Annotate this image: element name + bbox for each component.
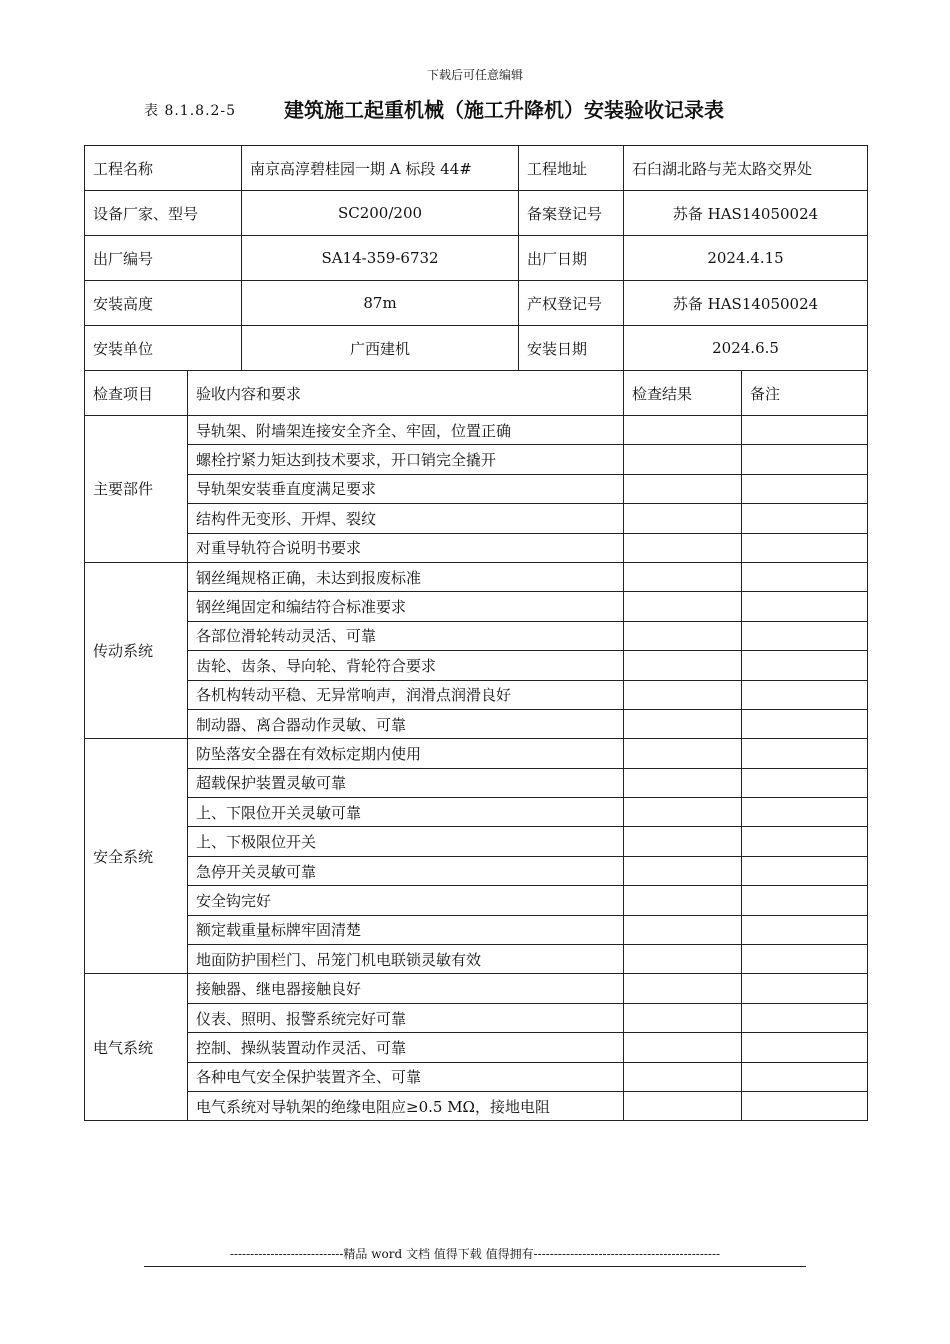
inspection-row — [85, 533, 868, 562]
inspection-result-cell[interactable] — [624, 621, 742, 650]
inspection-row — [85, 768, 868, 797]
form-code: 表 8.1.8.2-5 — [144, 103, 237, 119]
project-address-value: 石臼湖北路与芜太路交界处 — [624, 146, 868, 191]
inspection-row — [85, 1033, 868, 1062]
inspection-requirement: 结构件无变形、开焊、裂纹 — [188, 504, 624, 533]
factory-no-value: SA14-359-6732 — [242, 236, 519, 281]
remark-cell[interactable] — [742, 739, 868, 768]
remark-cell[interactable] — [742, 974, 868, 1003]
inspection-requirement: 各机构转动平稳、无异常响声，润滑点润滑良好 — [188, 680, 624, 709]
remark-cell[interactable] — [742, 1033, 868, 1062]
info-row-factory — [85, 236, 868, 281]
info-row-height — [85, 281, 868, 326]
install-date-value: 2024.6.5 — [624, 326, 868, 371]
remark-cell[interactable] — [742, 886, 868, 915]
inspection-result-cell[interactable] — [624, 1033, 742, 1062]
inspection-requirement: 防坠落安全器在有效标定期内使用 — [188, 739, 624, 768]
manufacturer-label: 设备厂家、型号 — [85, 191, 242, 236]
inspection-row — [85, 1003, 868, 1032]
inspection-requirement: 钢丝绳规格正确，未达到报废标准 — [188, 562, 624, 591]
remark-cell[interactable] — [742, 798, 868, 827]
inspection-requirement: 仪表、照明、报警系统完好可靠 — [188, 1003, 624, 1032]
remark-cell[interactable] — [742, 504, 868, 533]
inspection-requirement: 螺栓拧紧力矩达到技术要求，开口销完全撬开 — [188, 445, 624, 474]
remark-cell[interactable] — [742, 1062, 868, 1091]
inspection-result-cell[interactable] — [624, 592, 742, 621]
remark-cell[interactable] — [742, 915, 868, 944]
form-title: 建筑施工起重机械（施工升降机）安装验收记录表 — [284, 98, 724, 122]
footer-text: ----------------------------精品 word 文档 值得下载 值得拥有---------------------------------------------- — [144, 1245, 806, 1267]
inspection-requirement: 对重导轨符合说明书要求 — [188, 533, 624, 562]
inspection-requirement: 地面防护围栏门、吊笼门机电联锁灵敏有效 — [188, 945, 624, 974]
inspection-row — [85, 739, 868, 768]
project-name-value: 南京高淳碧桂园一期 A 标段 44# — [242, 146, 519, 191]
info-row-project — [85, 146, 868, 191]
inspection-table — [84, 145, 868, 1121]
inspection-result-cell[interactable] — [624, 504, 742, 533]
remark-cell[interactable] — [742, 709, 868, 738]
inspection-result-cell[interactable] — [624, 416, 742, 445]
inspection-row — [85, 886, 868, 915]
inspection-result-cell[interactable] — [624, 798, 742, 827]
remark-cell[interactable] — [742, 445, 868, 474]
info-row-install — [85, 326, 868, 371]
inspection-result-cell[interactable] — [624, 562, 742, 591]
inspection-requirement: 导轨架安装垂直度满足要求 — [188, 474, 624, 503]
install-date-label: 安装日期 — [519, 326, 624, 371]
section-name: 电气系统 — [85, 974, 188, 1121]
inspection-requirement: 制动器、离合器动作灵敏、可靠 — [188, 709, 624, 738]
inspection-row — [85, 416, 868, 445]
inspection-result-cell[interactable] — [624, 533, 742, 562]
install-unit-value: 广西建机 — [242, 326, 519, 371]
inspection-result-cell[interactable] — [624, 1062, 742, 1091]
inspection-requirement: 电气系统对导轨架的绝缘电阻应≥0.5 MΩ，接地电阻 — [188, 1091, 624, 1120]
inspection-result-cell[interactable] — [624, 974, 742, 1003]
inspection-requirement: 上、下限位开关灵敏可靠 — [188, 798, 624, 827]
model-value: SC200/200 — [242, 191, 519, 236]
property-no-label: 产权登记号 — [519, 281, 624, 326]
inspection-result-cell[interactable] — [624, 1003, 742, 1032]
remark-cell[interactable] — [742, 827, 868, 856]
inspection-result-cell[interactable] — [624, 474, 742, 503]
column-header-row — [85, 371, 868, 416]
inspection-requirement: 钢丝绳固定和编结符合标准要求 — [188, 592, 624, 621]
inspection-requirement: 齿轮、齿条、导向轮、背轮符合要求 — [188, 651, 624, 680]
inspection-result-cell[interactable] — [624, 709, 742, 738]
inspection-row — [85, 592, 868, 621]
inspection-result-cell[interactable] — [624, 1091, 742, 1120]
project-address-label: 工程地址 — [519, 146, 624, 191]
remark-cell[interactable] — [742, 945, 868, 974]
column-header-remark: 备注 — [742, 371, 868, 416]
inspection-row — [85, 651, 868, 680]
inspection-requirement: 接触器、继电器接触良好 — [188, 974, 624, 1003]
remark-cell[interactable] — [742, 533, 868, 562]
filing-no-value: 苏备 HAS14050024 — [624, 191, 868, 236]
section-name: 传动系统 — [85, 562, 188, 738]
project-name-label: 工程名称 — [85, 146, 242, 191]
inspection-row — [85, 974, 868, 1003]
inspection-requirement: 急停开关灵敏可靠 — [188, 856, 624, 885]
remark-cell[interactable] — [742, 1091, 868, 1120]
inspection-row — [85, 504, 868, 533]
inspection-result-cell[interactable] — [624, 945, 742, 974]
inspection-row — [85, 445, 868, 474]
inspection-row — [85, 915, 868, 944]
inspection-requirement: 各部位滑轮转动灵活、可靠 — [188, 621, 624, 650]
remark-cell[interactable] — [742, 562, 868, 591]
remark-cell[interactable] — [742, 768, 868, 797]
factory-no-label: 出厂编号 — [85, 236, 242, 281]
inspection-row — [85, 1091, 868, 1120]
inspection-row — [85, 709, 868, 738]
property-no-value: 苏备 HAS14050024 — [624, 281, 868, 326]
factory-date-label: 出厂日期 — [519, 236, 624, 281]
remark-cell[interactable] — [742, 1003, 868, 1032]
inspection-row — [85, 945, 868, 974]
inspection-result-cell[interactable] — [624, 886, 742, 915]
inspection-requirement: 额定载重量标牌牢固清楚 — [188, 915, 624, 944]
inspection-result-cell[interactable] — [624, 445, 742, 474]
inspection-result-cell[interactable] — [624, 768, 742, 797]
inspection-requirement: 控制、操纵装置动作灵活、可靠 — [188, 1033, 624, 1062]
remark-cell[interactable] — [742, 651, 868, 680]
remark-cell[interactable] — [742, 856, 868, 885]
info-row-manufacturer — [85, 191, 868, 236]
inspection-row — [85, 856, 868, 885]
inspection-row — [85, 680, 868, 709]
install-unit-label: 安装单位 — [85, 326, 242, 371]
inspection-requirement: 上、下极限位开关 — [188, 827, 624, 856]
inspection-row — [85, 562, 868, 591]
inspection-row — [85, 1062, 868, 1091]
remark-cell[interactable] — [742, 621, 868, 650]
inspection-requirement: 安全钩完好 — [188, 886, 624, 915]
inspection-result-cell[interactable] — [624, 827, 742, 856]
inspection-row — [85, 474, 868, 503]
install-height-label: 安装高度 — [85, 281, 242, 326]
column-header-result: 检查结果 — [624, 371, 742, 416]
inspection-row — [85, 827, 868, 856]
inspection-row — [85, 621, 868, 650]
remark-cell[interactable] — [742, 474, 868, 503]
install-height-value: 87m — [242, 281, 519, 326]
inspection-requirement: 各种电气安全保护装置齐全、可靠 — [188, 1062, 624, 1091]
inspection-result-cell[interactable] — [624, 739, 742, 768]
remark-cell[interactable] — [742, 680, 868, 709]
inspection-requirement: 导轨架、附墙架连接安全齐全、牢固，位置正确 — [188, 416, 624, 445]
column-header-content: 验收内容和要求 — [188, 371, 624, 416]
inspection-result-cell[interactable] — [624, 680, 742, 709]
top-note: 下载后可任意编辑 — [426, 68, 523, 82]
inspection-row — [85, 798, 868, 827]
column-header-item: 检查项目 — [85, 371, 188, 416]
section-name: 安全系统 — [85, 739, 188, 974]
remark-cell[interactable] — [742, 592, 868, 621]
inspection-result-cell[interactable] — [624, 915, 742, 944]
remark-cell[interactable] — [742, 416, 868, 445]
factory-date-value: 2024.4.15 — [624, 236, 868, 281]
inspection-result-cell[interactable] — [624, 856, 742, 885]
section-name: 主要部件 — [85, 416, 188, 563]
inspection-result-cell[interactable] — [624, 651, 742, 680]
filing-no-label: 备案登记号 — [519, 191, 624, 236]
inspection-requirement: 超载保护装置灵敏可靠 — [188, 768, 624, 797]
